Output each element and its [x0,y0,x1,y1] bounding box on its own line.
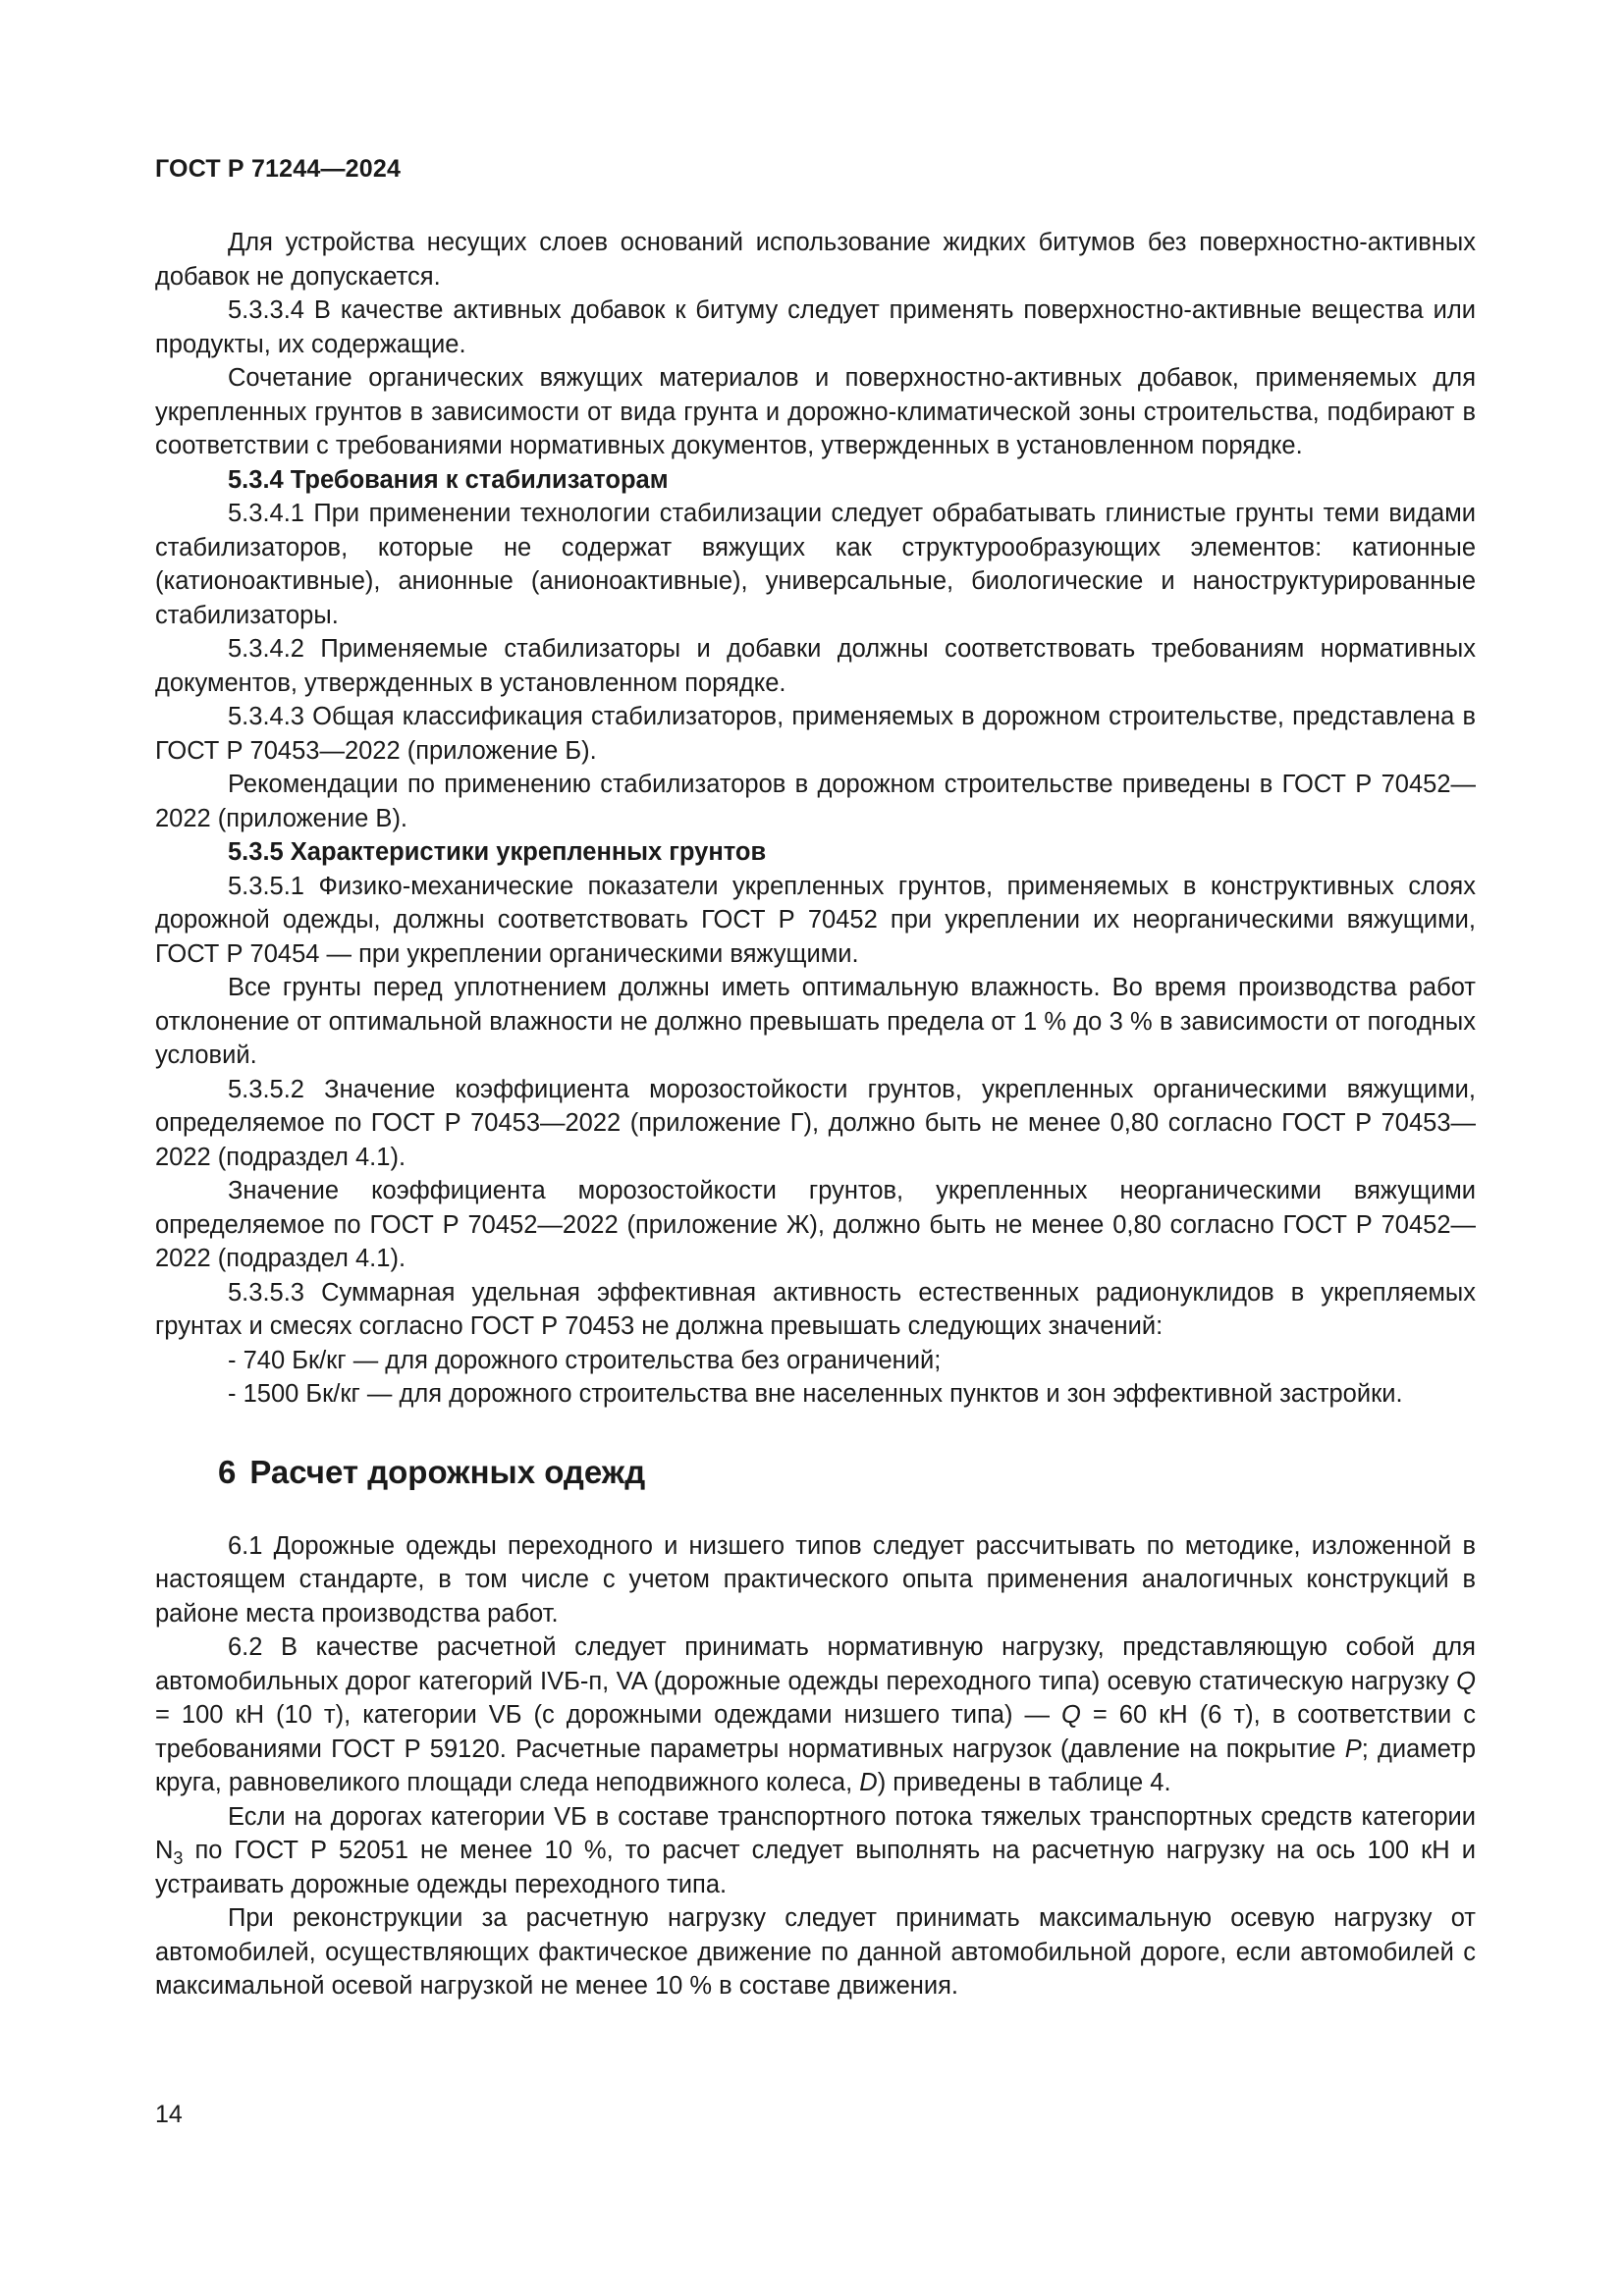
text-run: по ГОСТ Р 52051 не менее 10 %, то расчет следует выполнять на расчетную нагрузку на ось 100 кН и устраивать дорожные одежды переходного типа. [155,1837,1476,1898]
text-run: = 60 кН (6 т), в соответствии с требованиями ГОСТ Р 59120. Расчетные параметры нормативных нагрузок (давление на покрытие [155,1701,1477,1763]
paragraph: 5.3.5.1 Физико-механические показатели укрепленных грунтов, применяемых в конструктивных слоях дорожной одежды, должны соответствовать ГОСТ Р 70452 при укреплении их неорганическими вяжущими, ГОСТ Р 70454 — при укреплении органическими вяжущими. [155,872,1476,968]
symbol-q: Q [1061,1701,1081,1729]
paragraph: 5.3.5.3 Суммарная удельная эффективная активность естественных радионуклидов в укрепляемых грунтах и смесях согласно ГОСТ Р 70453 не должна превышать следующих значений: [155,1278,1476,1340]
subsection-heading: 5.3.4 Требования к стабилизаторам [228,465,669,494]
paragraph: 6.1 Дорожные одежды переходного и низшего типов следует рассчитывать по методике, изложенной в настоящем стандарте, в том числе с учетом практического опыта применения аналогичных конструкций в районе места производства работ. [155,1531,1476,1628]
paragraph: Все грунты перед уплотнением должны иметь оптимальную влажность. Во время производства работ отклонение от оптимальной влажности не должно превышать предела от 1 % до 3 % в зависимости от погодных условий. [155,974,1476,1069]
section-title: Расчет дорожных одежд [249,1453,646,1490]
document-body [155,226,1476,2003]
page-number: 14 [155,2101,183,2128]
symbol-q: Q [1456,1667,1476,1695]
text-run: Если на дорогах категории VБ в составе транспортного потока тяжелых транспортных средств категории N [155,1802,1476,1864]
list-item: - 740 Бк/кг — для дорожного строительства без ограничений; [228,1346,942,1374]
subscript: 3 [173,1848,184,1868]
paragraph: 5.3.4.1 При применении технологии стабилизации следует обрабатывать глинистые грунты теми видами стабилизаторов, которые не содержат вяжущих как структурообразующих элементов: катионные (катионоактивные), анионные (анионоактивные), универсальные, биологические и наноструктурированные стабилизаторы. [155,500,1476,629]
paragraph: Рекомендации по применению стабилизаторов в дорожном строительстве приведены в ГОСТ Р 70452—2022 (приложение В). [155,771,1476,832]
paragraph: Значение коэффициента морозостойкости грунтов, укрепленных неорганическими вяжущими определяемое по ГОСТ Р 70452—2022 (приложение Ж), должно быть не менее 0,80 согласно ГОСТ Р 70452—2022 (подраздел 4.1). [155,1177,1476,1272]
symbol-p: P [1344,1735,1362,1763]
paragraph [155,1630,1476,1800]
text-run: ; диаметр круга, равновеликого площади следа неподвижного колеса, [155,1735,1477,1796]
text-run: = 100 кН (10 т), категории VБ (с дорожными одеждами низшего типа) — [155,1701,1061,1729]
document-header: ГОСТ Р 71244—2024 [155,155,402,183]
paragraph: 5.3.5.2 Значение коэффициента морозостойкости грунтов, укрепленных органическими вяжущими, определяемое по ГОСТ Р 70453—2022 (приложение Г), должно быть не менее 0,80 согласно ГОСТ Р 70453—2022 (подраздел 4.1). [155,1075,1476,1171]
section-number: 6 [218,1453,237,1490]
text-run: 6.2 В качестве расчетной следует принимать нормативную нагрузку, представляющую собой для автомобильных дорог категорий IVБ-п, VA (дорожные одежды переходного типа) осевую статическую нагрузку [155,1633,1476,1695]
paragraph: Сочетание органических вяжущих материалов и поверхностно-активных добавок, применяемых для укрепленных грунтов в зависимости от вида грунта и дорожно-климатической зоны строительства, подбирают в соответствии с требованиями нормативных документов, утвержденных в установленном порядке. [155,364,1476,459]
subsection-heading: 5.3.5 Характеристики укрепленных грунтов [228,838,767,866]
text-run: ) приведены в таблице 4. [877,1769,1171,1796]
paragraph [155,1800,1476,1902]
paragraph: 5.3.4.2 Применяемые стабилизаторы и добавки должны соответствовать требованиям нормативных документов, утвержденных в установленном порядке. [155,635,1476,697]
paragraph: 5.3.3.4 В качестве активных добавок к битуму следует применять поверхностно-активные вещества или продукты, их содержащие. [155,296,1476,358]
paragraph: Для устройства несущих слоев оснований использование жидких битумов без поверхностно-активных добавок не допускается. [155,229,1476,291]
symbol-d: D [859,1769,878,1796]
section-heading [155,1453,1476,1492]
list-item: - 1500 Бк/кг — для дорожного строительства вне населенных пунктов и зон эффективной застройки. [228,1380,1403,1408]
paragraph: При реконструкции за расчетную нагрузку следует принимать максимальную осевую нагрузку от автомобилей, осуществляющих фактическое движение по данной автомобильной дороге, если автомобилей с максимальной осевой нагрузкой не менее 10 % в составе движения. [155,1904,1476,2000]
paragraph: 5.3.4.3 Общая классификация стабилизаторов, применяемых в дорожном строительстве, представлена в ГОСТ Р 70453—2022 (приложение Б). [155,703,1476,765]
